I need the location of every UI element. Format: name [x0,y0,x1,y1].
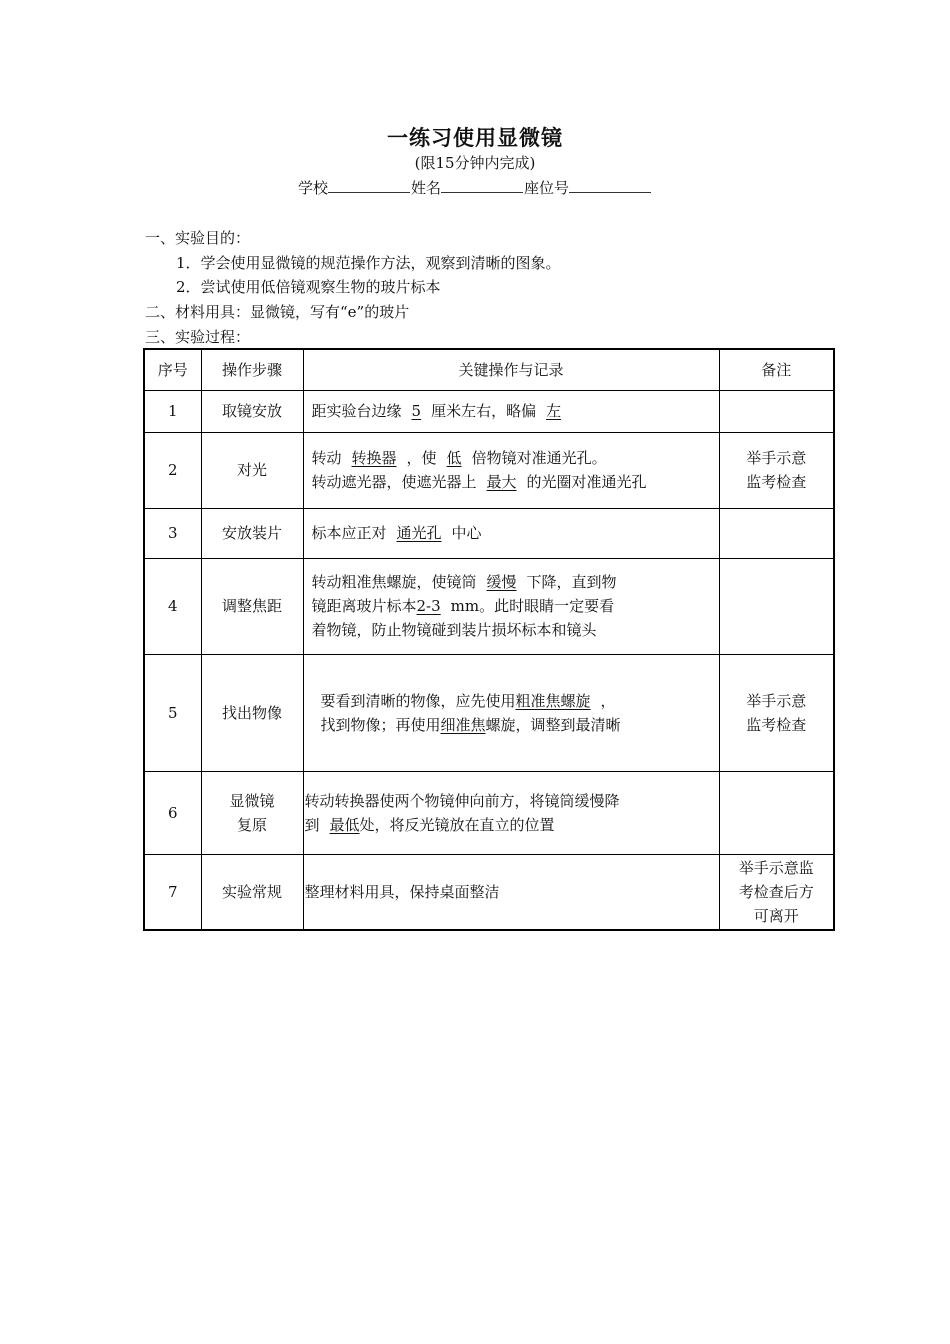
table-row [144,854,834,930]
answer-blank: 细准焦 [440,715,486,734]
row-step: 实验常规 [201,854,303,930]
record-line: 着物镜，防止物镜碰到装片损坏标本和镜头 [311,621,597,639]
table-row [144,432,834,508]
record-line: 要看到清晰的物像，应先使用粗准焦螺旋 ， [320,691,616,710]
time-limit-subtitle: (限15分钟内完成) [414,154,536,172]
seat-label: 座位号 [524,179,570,197]
row-step: 安放装片 [201,508,303,558]
row-note: 举手示意 监考检查 [719,432,834,508]
school-blank[interactable] [328,178,410,193]
answer-blank: 通光孔 [396,524,442,542]
row-record [303,432,719,508]
student-info-line [0,177,950,198]
school-label: 学校 [297,179,328,197]
row-seq: 3 [144,508,201,558]
answer-blank: 5 [411,402,422,420]
seat-blank[interactable] [569,178,651,193]
row-record: 整理材料用具，保持桌面整洁 [303,854,719,930]
row-note [719,390,834,432]
record-line: 到 最低处，将反光镜放在直立的位置 [304,815,555,834]
table-row [144,558,834,654]
row-seq: 7 [144,854,201,930]
name-blank[interactable] [441,178,523,193]
experiment-process-table [143,348,835,931]
row-note [719,558,834,654]
record-line: 转动 转换器 ，使 低 倍物镜对准通光孔。 [311,449,607,467]
header-record: 关键操作与记录 [303,349,719,390]
answer-blank: 2-3 [416,597,441,615]
answer-blank: 左 [546,402,562,420]
process-heading: 三、实验过程： [145,328,251,346]
answer-blank: 转换器 [351,449,397,467]
row-record [303,771,719,854]
row-note [719,508,834,558]
row-record [303,558,719,654]
row-note: 举手示意监 考检查后方 可离开 [719,854,834,930]
table-row [144,654,834,771]
row-step: 调整焦距 [201,558,303,654]
row-record [303,390,719,432]
header-step: 操作步骤 [201,349,303,390]
row-seq: 5 [144,654,201,771]
purpose-item-2: 2．尝试使用低倍镜观察生物的玻片标本 [176,278,441,296]
row-record: 标本应正对 通光孔 中心 [303,508,719,558]
purpose-item-1: 1．学会使用显微镜的规范操作方法，观察到清晰的图象。 [176,254,561,272]
record-line: 镜距离玻片标本2-3 mm。此时眼睛一定要看 [311,597,615,615]
record-text: 厘米左右，略偏 [431,402,537,420]
table-row [144,390,834,432]
row-step: 对光 [201,432,303,508]
record-line: 转动粗准焦螺旋，使镜筒 缓慢 下降，直到物 [311,573,617,591]
row-seq: 6 [144,771,201,854]
row-step: 显微镜 复原 [201,771,303,854]
record-line: 转动转换器使两个物镜伸向前方，将镜筒缓慢降 [304,791,620,810]
record-line: 找到物像；再使用细准焦螺旋，调整到最清晰 [320,715,621,734]
row-step: 取镜安放 [201,390,303,432]
record-text: 距实验台边缘 [311,402,402,420]
answer-blank: 最低 [329,815,360,834]
table-row [144,771,834,854]
name-label: 姓名 [410,179,441,197]
table-row [144,508,834,558]
purpose-heading: 一、实验目的： [145,229,251,247]
page-title: 一练习使用显微镜 [387,125,563,150]
row-seq: 2 [144,432,201,508]
header-seq: 序号 [144,349,201,390]
row-seq: 1 [144,390,201,432]
answer-blank: 最大 [486,473,517,491]
answer-blank: 粗准焦螺旋 [515,691,591,710]
answer-blank: 低 [446,449,462,467]
table-header-row [144,349,834,390]
header-note: 备注 [719,349,834,390]
row-record [303,654,719,771]
materials-line: 二、材料用具：显微镜，写有“e”的玻片 [145,303,410,321]
answer-blank: 缓慢 [486,573,517,591]
record-line: 转动遮光器，使遮光器上 最大 的光圈对准通光孔 [311,473,647,491]
row-seq: 4 [144,558,201,654]
row-step: 找出物像 [201,654,303,771]
row-note [719,771,834,854]
row-note: 举手示意 监考检查 [719,654,834,771]
